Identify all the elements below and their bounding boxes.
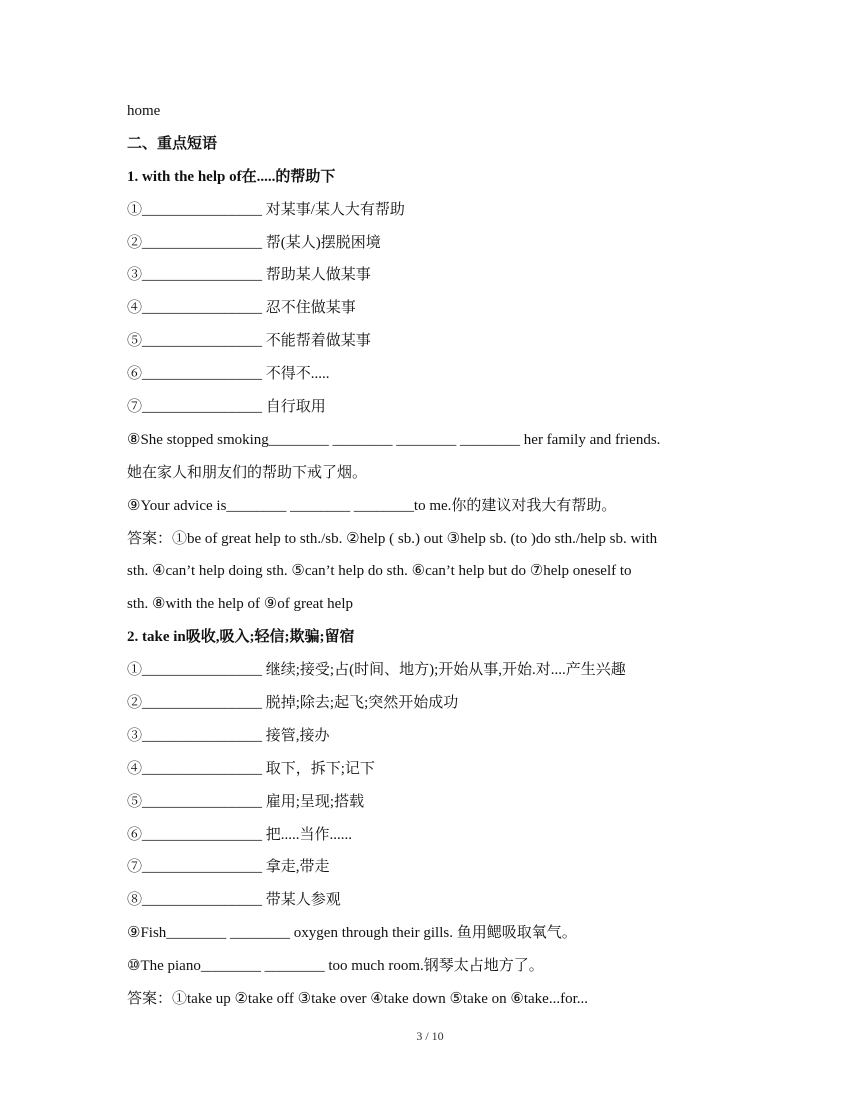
section-heading: 1. with the help of在.....的帮助下 bbox=[127, 168, 336, 185]
section-heading: 二、重点短语 bbox=[127, 135, 218, 152]
text-line: ④________________ 取下，拆下;记下 bbox=[127, 760, 375, 777]
text-line: ⑤________________ 雇用;呈现;搭载 bbox=[127, 793, 365, 810]
text-line: ⑨Fish________ ________ oxygen through their gills. 鱼用鳃吸取氧气。 bbox=[127, 925, 577, 942]
text-line: ⑧________________ 带某人参观 bbox=[127, 892, 341, 909]
text-line: ⑦________________ 拿走,带走 bbox=[127, 859, 330, 876]
text-line: ②________________ 帮(某人)摆脱困境 bbox=[127, 234, 381, 251]
text-line: ⑨Your advice is________ ________ ________to me.你的建议对我大有帮助。 bbox=[127, 497, 617, 514]
text-line: ⑦________________ 自行取用 bbox=[127, 399, 326, 416]
text-line: home bbox=[127, 103, 161, 119]
text-line: ⑤________________ 不能帮着做某事 bbox=[127, 333, 371, 350]
text-line: 答案：①be of great help to sth./sb. ②help ( sb.) out ③help sb. (to )do sth./help sb. with bbox=[127, 530, 658, 547]
text-line: ②________________ 脱掉;除去;起飞;突然开始成功 bbox=[127, 695, 459, 712]
text-line: ⑧She stopped smoking________ ________ ________ ________ her family and friends. bbox=[127, 431, 661, 448]
text-line: ③________________ 接管,接办 bbox=[127, 727, 330, 744]
text-line: ⑥________________ 不得不..... bbox=[127, 366, 330, 383]
text-line: ⑥________________ 把.....当作...... bbox=[127, 826, 353, 843]
document-page bbox=[127, 100, 737, 1021]
section-heading: 2. take in吸收,吸入;轻信;欺骗;留宿 bbox=[127, 629, 355, 646]
text-line: ①________________ 对某事/某人大有帮助 bbox=[127, 201, 405, 218]
text-line: sth. ④can’t help doing sth. ⑤can’t help do sth. ⑥can’t help but do ⑦help oneself to bbox=[127, 563, 632, 580]
text-line: 答案：①take up ②take off ③take over ④take down ⑤take on ⑥take...for... bbox=[127, 991, 589, 1008]
text-line: sth. ⑧with the help of ⑨of great help bbox=[127, 596, 354, 613]
text-line: ①________________ 继续;接受;占(时间、地方);开始从事,开始.对....产生兴趣 bbox=[127, 662, 626, 679]
text-line: ⑩The piano________ ________ too much room.钢琴太占地方了。 bbox=[127, 958, 544, 975]
text-line: 她在家人和朋友们的帮助下戒了烟。 bbox=[127, 464, 368, 481]
page-number: 3 / 10 bbox=[416, 1029, 444, 1043]
text-line: ④________________ 忍不住做某事 bbox=[127, 300, 356, 317]
text-line: ③________________ 帮助某人做某事 bbox=[127, 267, 371, 284]
